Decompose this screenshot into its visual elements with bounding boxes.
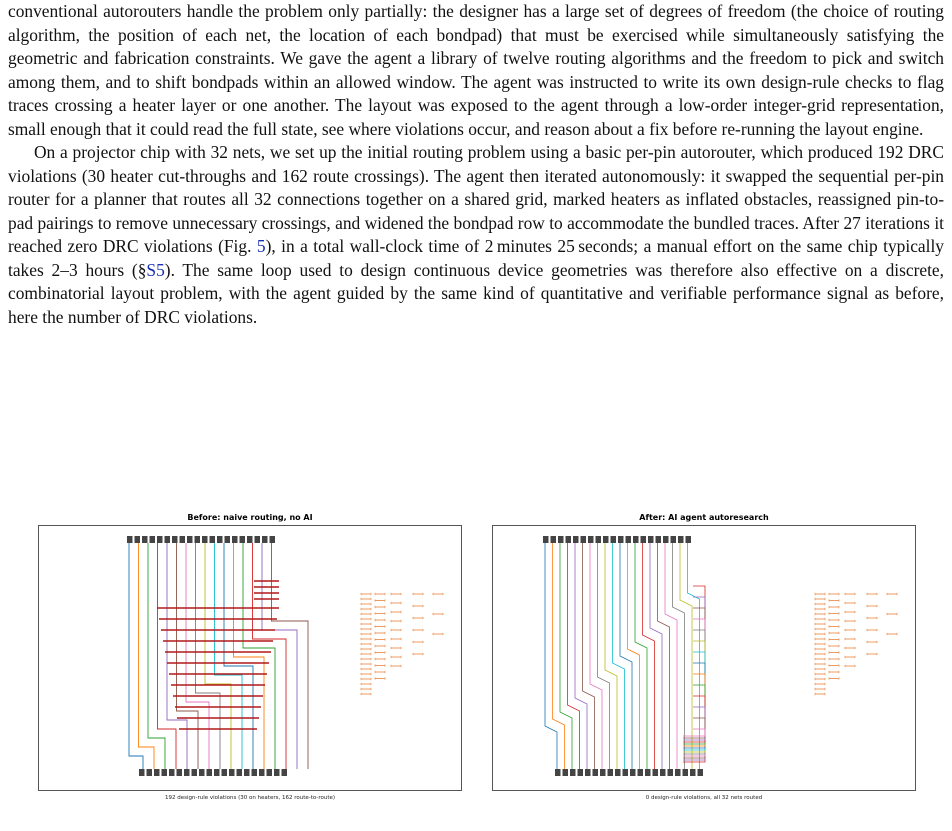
bottom-bondpad — [585, 769, 591, 776]
route-trace — [683, 707, 705, 740]
top-bondpad — [626, 536, 632, 543]
figure-5-link[interactable]: 5 — [256, 236, 266, 256]
paragraph-2-part-b: ), in a total wall-clock time of 2 minutes 25 seconds; a manual effort on the same chip typically takes 2–3 hours (§ — [8, 236, 944, 280]
top-bondpad — [633, 536, 639, 543]
top-bondpad — [603, 536, 609, 543]
bottom-bondpad — [645, 769, 651, 776]
section-s5-link[interactable]: S5 — [146, 259, 165, 280]
bottom-bondpad — [638, 769, 644, 776]
top-bondpad — [142, 536, 148, 543]
top-bondpad — [157, 536, 163, 543]
bottom-bondpad — [222, 769, 228, 776]
bottom-bondpad — [237, 769, 243, 776]
route-trace — [683, 630, 705, 754]
bottom-bondpad — [259, 769, 265, 776]
top-bondpad — [573, 536, 579, 543]
bottom-bondpad — [600, 769, 606, 776]
top-bondpad — [225, 536, 231, 543]
bottom-bondpad — [668, 769, 674, 776]
paragraph-2 — [8, 141, 944, 329]
route-trace — [683, 597, 705, 760]
left-routing-diagram — [39, 526, 461, 790]
route-trace — [590, 543, 602, 769]
route-trace — [186, 543, 209, 769]
top-bondpad — [262, 536, 268, 543]
top-bondpad — [165, 536, 171, 543]
top-bondpad — [187, 536, 193, 543]
top-bondpad — [648, 536, 654, 543]
route-trace — [148, 543, 165, 769]
route-trace — [262, 543, 297, 769]
route-trace — [680, 543, 692, 769]
route-trace — [620, 543, 632, 769]
route-trace — [628, 543, 640, 769]
bottom-bondpad — [154, 769, 160, 776]
bottom-bondpad — [630, 769, 636, 776]
route-trace — [243, 543, 275, 769]
top-bondpad — [195, 536, 201, 543]
route-trace — [683, 685, 705, 744]
route-trace — [272, 543, 309, 769]
top-bondpad — [686, 536, 692, 543]
top-bondpad — [217, 536, 223, 543]
bottom-bondpad — [147, 769, 153, 776]
top-bondpad — [566, 536, 572, 543]
route-trace — [575, 543, 587, 769]
top-bondpad — [135, 536, 141, 543]
bottom-bondpad — [608, 769, 614, 776]
top-bondpad — [127, 536, 133, 543]
top-bondpad — [678, 536, 684, 543]
bottom-bondpad — [623, 769, 629, 776]
route-trace — [683, 619, 705, 756]
paragraph-2-part-c: ). The same loop used to design continuous device geometries was therefore also effective on a discrete, combinatorial layout problem, with the agent guided by the same kind of quantitative and verifiable performance signal as before, here the number of DRC violations. — [8, 259, 944, 327]
route-trace — [568, 543, 580, 769]
route-trace — [683, 663, 705, 748]
bottom-bondpad — [282, 769, 288, 776]
top-bondpad — [558, 536, 564, 543]
bottom-bondpad — [214, 769, 220, 776]
bottom-bondpad — [192, 769, 198, 776]
bottom-bondpad — [244, 769, 250, 776]
right-panel-caption: 0 design-rule violations, all 32 nets routed — [645, 795, 763, 801]
route-trace — [139, 543, 155, 769]
top-bondpad — [656, 536, 662, 543]
route-trace — [643, 543, 655, 769]
top-bondpad — [543, 536, 549, 543]
route-trace — [683, 718, 705, 738]
top-bondpad — [247, 536, 253, 543]
bottom-bondpad — [177, 769, 183, 776]
top-bondpad — [210, 536, 216, 543]
paragraph-2-part-a: On a projector chip with 32 nets, we set up the initial routing problem using a basic per-pin autorouter, which produced 192 DRC violations (30 heater cut-throughs and 162 route crossings). The agent then iterated autonomously: it swapped the sequential per-pin router for a planner that routes all 32 connections together on a shared grid, marked heaters as inflated obstacles, reassigned pin-to-pad pairings to remove unnecessary crossings, and widened the bondpad row to accommodate the bundled traces. After 27 iterations it reached zero DRC violations (Fig. — [8, 142, 944, 256]
right-panel-frame — [492, 525, 916, 791]
bottom-bondpad — [570, 769, 576, 776]
top-bondpad — [596, 536, 602, 543]
left-panel-frame — [38, 525, 462, 791]
bottom-bondpad — [690, 769, 696, 776]
bottom-bondpad — [563, 769, 569, 776]
paragraph-1: conventional autorouters handle the problem only partially: the designer has a large set of degrees of freedom (the choice of routing algorithm, the position of each net, the location of each bondpad) that must be exercised while simultaneously satisfying the geometric and fabrication constraints. We gave the agent a library of twelve routing algorithms and the freedom to pick and switch among them, and to shift bondpads within an allowed window. The agent was instructed to write its own design-rule checks to flag traces crossing a heater layer or one another. The layout was exposed to the agent through a low-order integer-grid representation, small enough that it could read the full state, see where violations occur, and reason about a fix before re-running the layout engine. — [8, 1, 944, 139]
top-bondpad — [270, 536, 276, 543]
route-trace — [650, 543, 662, 769]
top-bondpad — [150, 536, 156, 543]
route-trace — [683, 652, 705, 750]
route-trace — [688, 543, 700, 769]
route-trace — [560, 543, 572, 769]
bottom-bondpad — [162, 769, 168, 776]
route-trace — [167, 543, 187, 769]
route-trace — [683, 608, 705, 758]
bottom-bondpad — [578, 769, 584, 776]
left-panel-title: Before: naive routing, no AI — [187, 513, 313, 522]
route-trace — [253, 543, 287, 769]
top-bondpad — [232, 536, 238, 543]
bottom-bondpad — [555, 769, 561, 776]
bottom-bondpad — [252, 769, 258, 776]
route-trace — [234, 543, 265, 769]
left-panel-caption: 192 design-rule violations (30 on heaters, 162 route-to-route) — [164, 795, 336, 801]
top-bondpad — [180, 536, 186, 543]
route-trace — [583, 543, 595, 769]
route-trace — [683, 729, 705, 736]
route-trace — [635, 543, 647, 769]
top-bondpad — [663, 536, 669, 543]
top-bondpad — [641, 536, 647, 543]
bottom-bondpad — [229, 769, 235, 776]
bottom-bondpad — [267, 769, 273, 776]
top-bondpad — [202, 536, 208, 543]
top-bondpad — [172, 536, 178, 543]
bottom-bondpad — [139, 769, 145, 776]
bottom-bondpad — [675, 769, 681, 776]
figure-5 — [0, 513, 952, 803]
body-text — [8, 0, 944, 329]
bottom-bondpad — [169, 769, 175, 776]
top-bondpad — [255, 536, 261, 543]
route-trace — [665, 543, 677, 769]
right-panel-title: After: AI agent autoresearch — [639, 513, 769, 522]
route-trace — [553, 543, 565, 769]
route-trace — [605, 543, 617, 769]
top-bondpad — [671, 536, 677, 543]
top-bondpad — [588, 536, 594, 543]
top-bondpad — [611, 536, 617, 543]
bottom-bondpad — [683, 769, 689, 776]
route-trace — [196, 543, 221, 769]
route-trace — [129, 543, 143, 769]
route-trace — [613, 543, 625, 769]
bottom-bondpad — [207, 769, 213, 776]
top-bondpad — [240, 536, 246, 543]
route-trace — [683, 696, 705, 742]
route-trace — [545, 543, 557, 769]
route-trace — [658, 543, 670, 769]
route-trace — [215, 543, 243, 769]
bottom-bondpad — [615, 769, 621, 776]
bottom-bondpad — [199, 769, 205, 776]
route-trace — [224, 543, 253, 769]
top-bondpad — [551, 536, 557, 543]
route-trace — [598, 543, 610, 769]
bottom-bondpad — [274, 769, 280, 776]
route-trace — [683, 641, 705, 752]
top-bondpad — [581, 536, 587, 543]
bottom-bondpad — [653, 769, 659, 776]
right-routing-diagram — [493, 526, 915, 790]
bottom-bondpad — [184, 769, 190, 776]
bottom-bondpad — [660, 769, 666, 776]
route-trace — [673, 543, 685, 769]
bottom-bondpad — [698, 769, 704, 776]
bottom-bondpad — [593, 769, 599, 776]
top-bondpad — [618, 536, 624, 543]
